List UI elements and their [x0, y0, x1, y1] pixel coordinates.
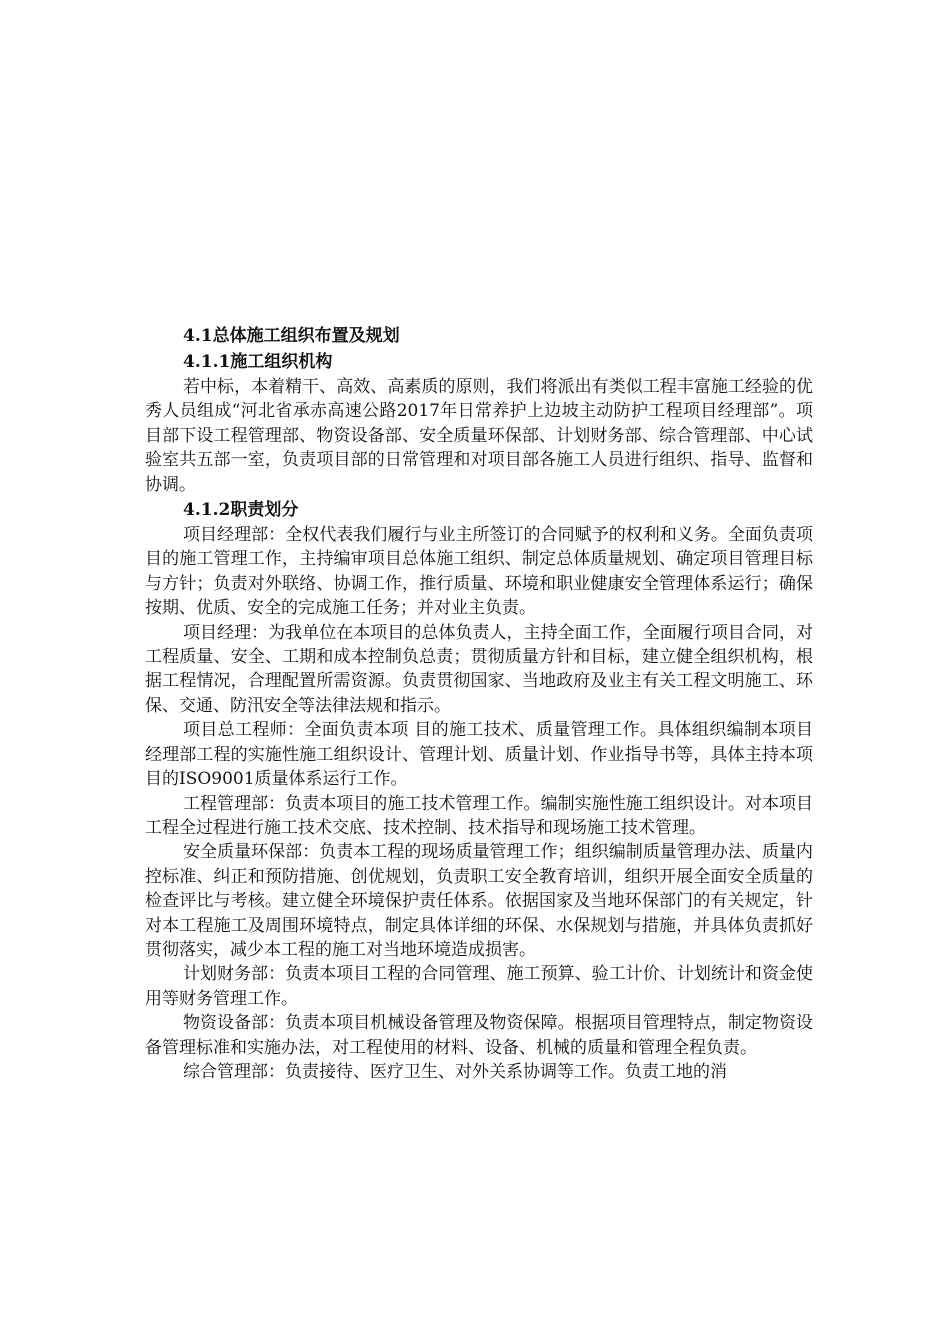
section-heading-4-1: 4.1总体施工组织布置及规划: [183, 326, 400, 346]
section-heading-4-1-1: 4.1.1施工组织机构: [183, 352, 333, 372]
document-page: [145, 323, 813, 1084]
paragraph-finance-department: 计划财务部：负责本项目工程的合同管理、施工预算、验工计价、计划统计和资金使用等财务管理工作。: [145, 964, 813, 1009]
paragraph-materials-department: 物资设备部：负责本项目机械设备管理及物资保障。根据项目管理特点，制定物资设备管理标准和实施办法，对工程使用的材料、设备、机械的质量和管理全程负责。: [145, 1013, 813, 1058]
paragraph-chief-engineer: 项目总工程师：全面负责本项 目的施工技术、质量管理工作。具体组织编制本项目经理部工程的实施性施工组织设计、管理计划、质量计划、作业指导书等，具体主持本项目的ISO9001质量体系运行工作。: [145, 720, 813, 790]
paragraph-organization: 若中标，本着精干、高效、高素质的原则，我们将派出有类似工程丰富施工经验的优秀人员组成“河北省承赤高速公路2017年日常养护上边坡主动防护工程项目经理部”。项目部下设工程管理部、物资设备部、安全质量环保部、计划财务部、综合管理部、中心试验室共五部一室，负责项目部的日常管理和对项目部各施工人员进行组织、指导、监督和协调。: [145, 377, 813, 495]
paragraph-safety-department: 安全质量环保部：负责本工程的现场质量管理工作；组织编制质量管理办法、质量内控标准、纠正和预防措施、创优规划，负责职工安全教育培训，组织开展全面安全质量的检查评比与考核。建立健全环境保护责任体系。依据国家及当地环保部门的有关规定，针对本工程施工及周围环境特点，制定具体详细的环保、水保规划与措施，并具体负责抓好贯彻落实，减少本工程的施工对当地环境造成损害。: [145, 842, 813, 960]
paragraph-general-department: 综合管理部：负责接待、医疗卫生、对外关系协调等工作。负责工地的消: [183, 1061, 727, 1082]
paragraph-project-department: 项目经理部：全权代表我们履行与业主所签订的合同赋予的权利和义务。全面负责项目的施工管理工作，主持编审项目总体施工组织、制定总体质量规划、确定项目管理目标与方针；负责对外联络、协调工作，推行质量、环境和职业健康安全管理体系运行；确保按期、优质、安全的完成施工任务；并对业主负责。: [145, 525, 813, 619]
paragraph-engineering-department: 工程管理部：负责本项目的施工技术管理工作。编制实施性施工组织设计。对本项目工程全过程进行施工技术交底、技术控制、技术指导和现场施工技术管理。: [145, 793, 813, 838]
section-heading-4-1-2: 4.1.2职责划分: [183, 500, 299, 521]
paragraph-project-manager: 项目经理：为我单位在本项目的总体负责人，主持全面工作，全面履行项目合同，对工程质量、安全、工期和成本控制负总责；贯彻质量方针和目标，建立健全组织机构，根据工程情况，合理配置所需资源。负责贯彻国家、当地政府及业主有关工程文明施工、环保、交通、防汛安全等法律法规和指示。: [145, 622, 813, 716]
